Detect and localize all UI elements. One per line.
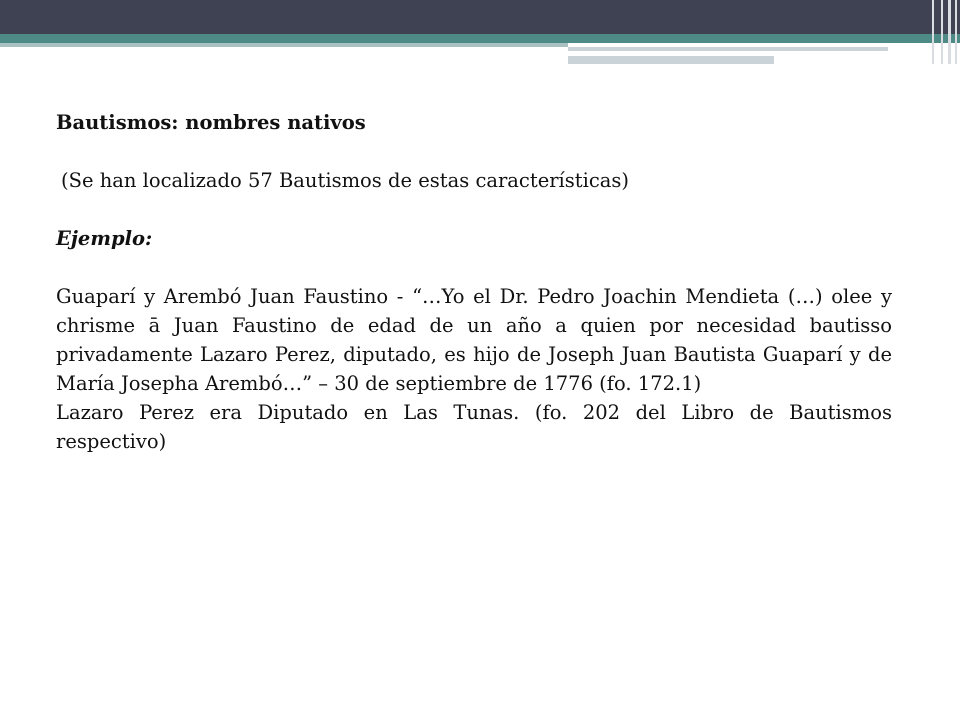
header-light-band [0,43,570,47]
note-paragraph: Lazaro Perez era Diputado en Las Tunas. (fo. 202 del Libro de Bautismos respectivo) [56,401,892,453]
corner-line [948,0,951,64]
slide-title: Bautismos: nombres nativos [56,111,366,134]
slide-content [56,108,892,456]
header-right-line-a [568,47,888,51]
corner-line [955,0,957,64]
corner-line [941,0,943,64]
slide-subtitle: (Se han localizado 57 Bautismos de estas características) [61,169,630,192]
example-paragraph: Guaparí y Arembó Juan Faustino - “…Yo el Dr. Pedro Joachin Mendieta (…) olee y chrisme ā Juan Faustino de edad de un año a quien por necesidad bautisso privadamente Lazaro Perez, diputado, es hijo de Joseph Juan Bautista Guaparí y de María Josepha Arembó…” – 30 de septiembre de 1776 (fo. 172.1) [56,285,892,395]
header-right-line-b [568,56,774,64]
corner-line [932,0,934,64]
example-label: Ejemplo: [56,227,153,250]
header-teal-band [0,34,960,43]
header-dark-band [0,0,960,34]
